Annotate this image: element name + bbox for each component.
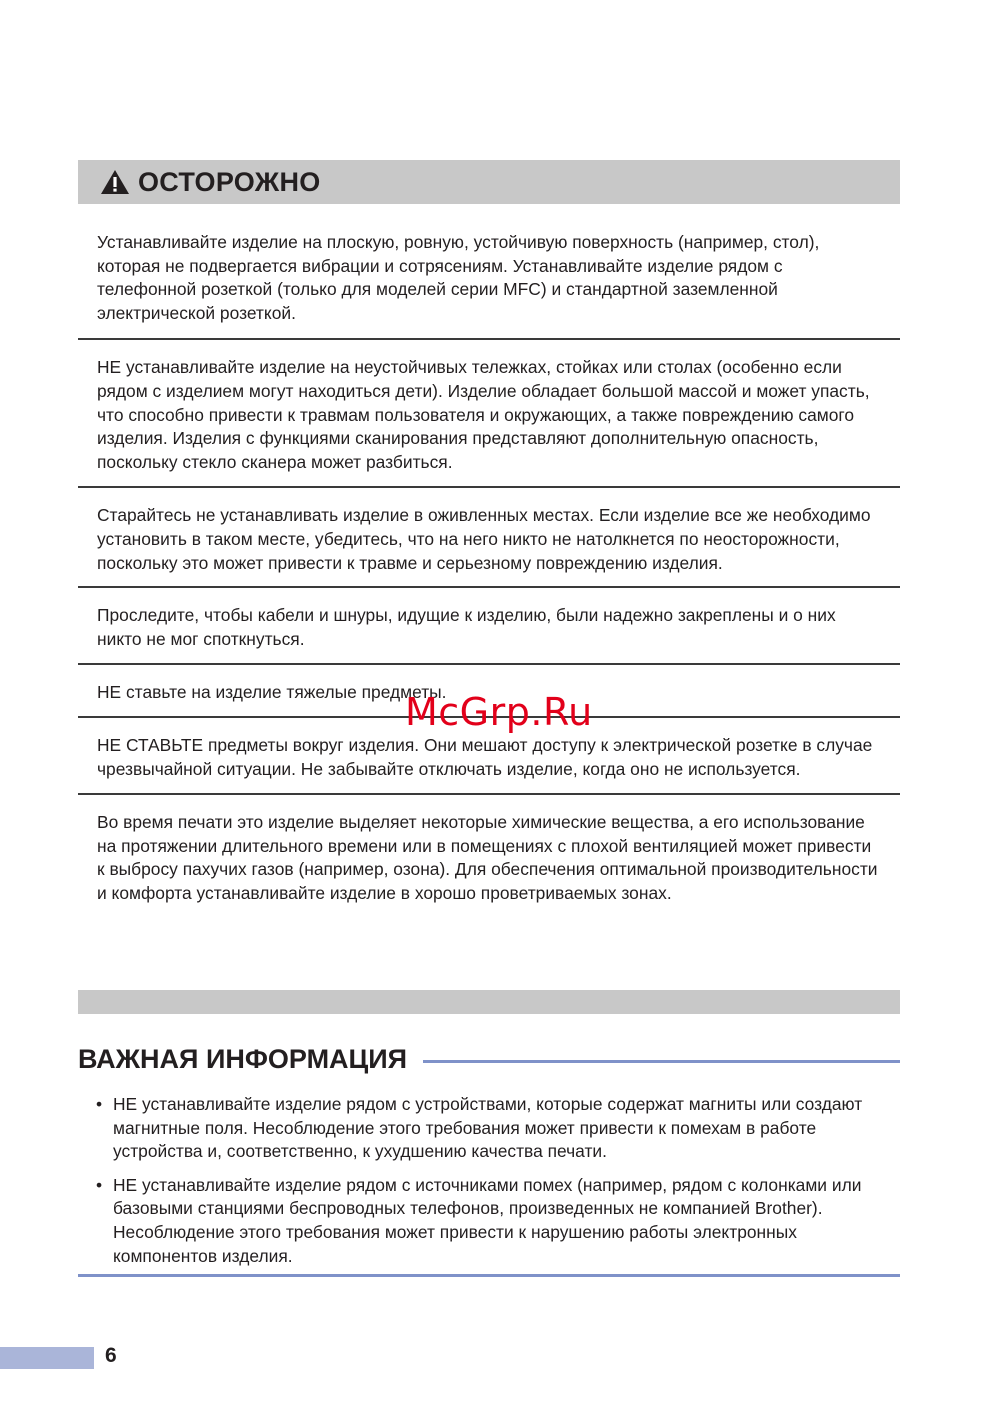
- important-heading: [78, 1044, 900, 1075]
- caution-item-text: Устанавливайте изделие на плоскую, ровную, устойчивую поверхность (например, стол), которая не подвергается вибрации и сотрясениям. Устанавливайте изделие рядом с телефонной розеткой (только для моделей серии MFC) и стандартной заземленной электрической розеткой.: [97, 232, 820, 323]
- caution-list: [78, 228, 900, 905]
- heading-rule: [423, 1060, 900, 1063]
- caution-item: [78, 488, 900, 588]
- caution-item-text: НЕ устанавливайте изделие на неустойчивых тележках, стойках или столах (особенно если рядом с изделием могут находиться дети). Изделие обладает большой массой и может упасть, что способно привести к травмам пользователя и окружающих, а также повреждению самого изделия. Изделия с функциями сканирования представляют дополнительную опасность, поскольку стекло сканера может разбиться.: [97, 357, 870, 472]
- caution-item: [78, 228, 900, 340]
- list-item: [96, 1093, 896, 1164]
- bullet: •: [96, 1094, 103, 1114]
- list-item-text: НЕ устанавливайте изделие рядом с источниками помех (например, рядом с колонками или базовыми станциями беспроводных телефонов, произведенных не компанией Brother). Несоблюдение этого требования может привести к нарушению работы электронных компонентов изделия.: [113, 1174, 862, 1266]
- caution-item-text: Во время печати это изделие выделяет некоторые химические вещества, а его использование на протяжении длительного времени или в помещениях с плохой вентиляцией может привести к выбросу пахучих газов (например, озона). Для обеспечения оптимальной производительности и комфорта устанавливайте изделие в хорошо проветриваемых зонах.: [97, 812, 878, 903]
- caution-item-text: Старайтесь не устанавливать изделие в оживленных местах. Если изделие все же необходимо установить в таком месте, убедитесь, что на него никто не натолкнется по неосторожности, поскольку это может привести к травме и серьезному повреждению изделия.: [97, 505, 871, 573]
- caution-footer-bar: [78, 990, 900, 1014]
- important-list: [96, 1093, 896, 1278]
- watermark: McGrp.Ru: [405, 690, 593, 734]
- page-tab: [0, 1347, 94, 1369]
- caution-item-text: НЕ ставьте на изделие тяжелые предметы.: [97, 682, 447, 703]
- caution-item-text: НЕ СТАВЬТЕ предметы вокруг изделия. Они мешают доступу к электрической розетке в случае чрезвычайной ситуации. Не забывайте отключать изделие, когда оно не используется.: [97, 734, 873, 779]
- bullet: •: [96, 1174, 103, 1195]
- page-number: 6: [105, 1344, 117, 1367]
- caution-item: [78, 795, 900, 905]
- warning-triangle-icon: [100, 169, 130, 195]
- list-item-text: НЕ устанавливайте изделие рядом с устройствами, которые содержат магниты или создают магнитные поля. Несоблюдение этого требования может привести к помехам в работе устройства и, соответственно, к ухудшению качества печати.: [113, 1094, 863, 1162]
- list-item: [96, 1174, 896, 1268]
- caution-item: [78, 588, 900, 665]
- caution-header: [78, 160, 900, 204]
- caution-item: [78, 340, 900, 488]
- caution-title: ОСТОРОЖНО: [138, 166, 321, 197]
- section-bottom-rule: [78, 1274, 900, 1277]
- important-title: ВАЖНАЯ ИНФОРМАЦИЯ: [78, 1044, 408, 1074]
- caution-item-text: Проследите, чтобы кабели и шнуры, идущие к изделию, были надежно закреплены и о них никто не мог споткнуться.: [97, 605, 836, 649]
